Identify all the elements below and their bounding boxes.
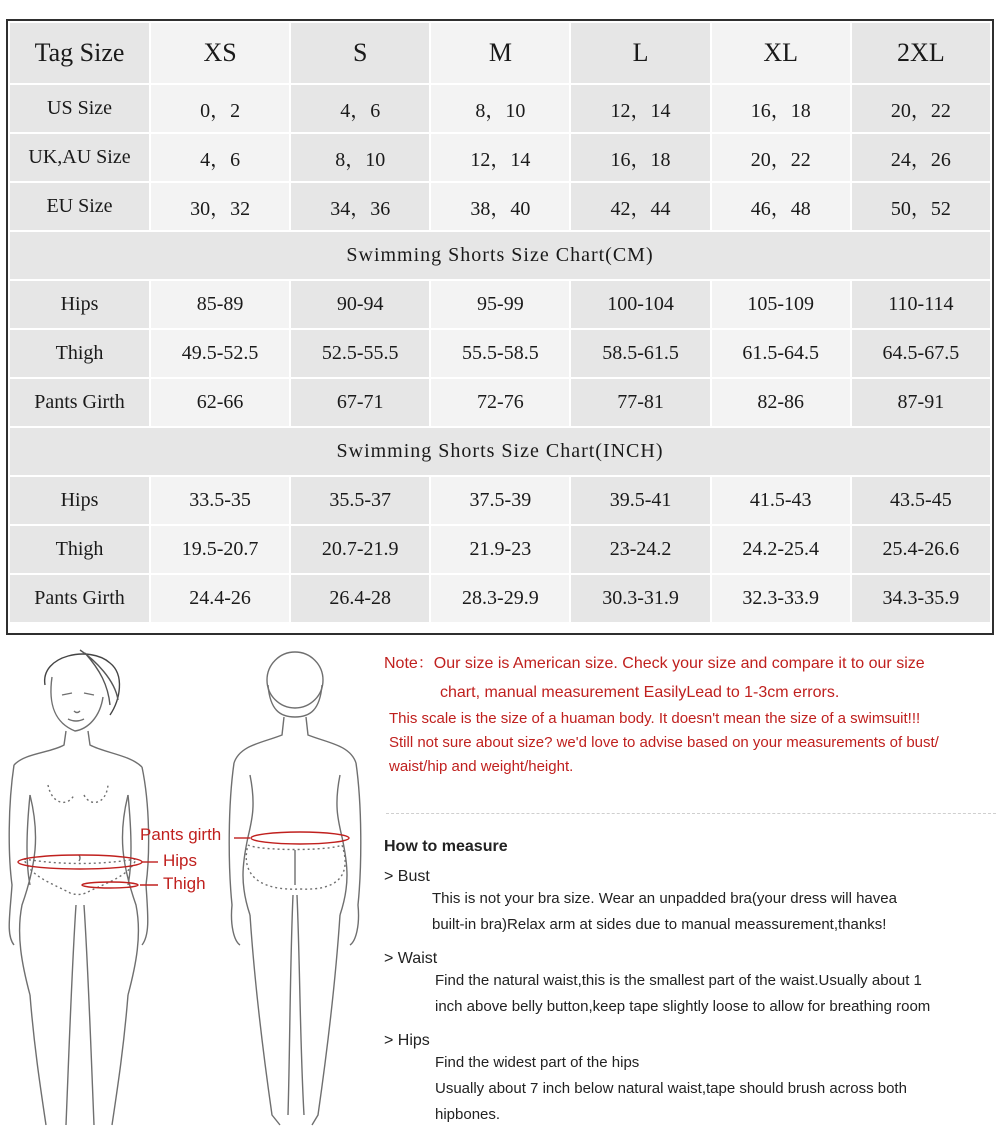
- scale-line-3: waist/hip and weight/height.: [389, 758, 574, 775]
- table-row: [10, 134, 990, 181]
- hips-label: Hips: [163, 851, 198, 870]
- table-cell: 25.4-26.6: [852, 526, 990, 573]
- bust-label: > Bust: [384, 868, 430, 885]
- table-cell: 8，10: [431, 85, 569, 132]
- scale-line-1: This scale is the size of a huaman body. It doesn't mean the size of a swimsuit!!!: [389, 710, 921, 727]
- header-size: 2XL: [852, 23, 990, 83]
- table-cell: 34.3-35.9: [852, 575, 990, 622]
- inch-section: [10, 428, 990, 475]
- table-row: [10, 379, 990, 426]
- table-cell: 85-89: [151, 281, 289, 328]
- row-label: UK,AU Size: [10, 134, 149, 181]
- table-cell: 20.7-21.9: [291, 526, 429, 573]
- table-cell: 55.5-58.5: [431, 330, 569, 377]
- table-cell: 16，18: [712, 85, 850, 132]
- table-cell: 37.5-39: [431, 477, 569, 524]
- header-label: Tag Size: [10, 23, 149, 83]
- table-row: [10, 526, 990, 573]
- note-line-2: chart, manual measurement EasilyLead to 1-3cm errors.: [440, 684, 840, 701]
- row-label: Hips: [10, 477, 149, 524]
- table-cell: 19.5-20.7: [151, 526, 289, 573]
- table-cell: 82-86: [712, 379, 850, 426]
- hips-desc-line-3: hipbones.: [435, 1106, 501, 1123]
- table-row: [10, 477, 990, 524]
- table-cell: 30，32: [151, 183, 289, 230]
- bust-desc-line-1: This is not your bra size. Wear an unpadded bra(your dress will havea: [432, 890, 897, 907]
- pants-girth-label: Pants girth: [140, 825, 222, 844]
- table-cell: 58.5-61.5: [571, 330, 709, 377]
- thigh-label: Thigh: [163, 874, 206, 893]
- header-size: XS: [151, 23, 289, 83]
- table-cell: 12，14: [431, 134, 569, 181]
- table-row: [10, 85, 990, 132]
- header-size: M: [431, 23, 569, 83]
- table-cell: 24，26: [852, 134, 990, 181]
- hips-desc: [384, 1050, 1000, 1128]
- table-cell: 21.9-23: [431, 526, 569, 573]
- table-cell: 105-109: [712, 281, 850, 328]
- how-to-measure-title: How to measure: [384, 838, 508, 855]
- row-label: Pants Girth: [10, 379, 149, 426]
- table-cell: 61.5-64.5: [712, 330, 850, 377]
- scale-note: [384, 707, 1000, 779]
- hips-desc-line-1: Find the widest part of the hips: [435, 1054, 640, 1071]
- table-cell: 95-99: [431, 281, 569, 328]
- header-size: L: [571, 23, 709, 83]
- table-cell: 23-24.2: [571, 526, 709, 573]
- row-label: US Size: [10, 85, 149, 132]
- header-size: S: [291, 23, 429, 83]
- table-cell: 62-66: [151, 379, 289, 426]
- table-cell: 41.5-43: [712, 477, 850, 524]
- scale-line-2: Still not sure about size? we'd love to advise based on your measurements of bust/: [389, 734, 939, 751]
- table-cell: 43.5-45: [852, 477, 990, 524]
- bust-desc-line-2: built-in bra)Relax arm at sides due to manual meassurement,thanks!: [432, 916, 887, 933]
- waist-desc: [384, 968, 1000, 1020]
- waist-desc-line-2: inch above belly button,keep tape slightly loose to allow for breathing room: [435, 998, 931, 1015]
- table-cell: 72-76: [431, 379, 569, 426]
- table-cell: 0，2: [151, 85, 289, 132]
- table-cell: 49.5-52.5: [151, 330, 289, 377]
- size-chart-table: [6, 19, 994, 635]
- table-cell: 77-81: [571, 379, 709, 426]
- table-cell: 38，40: [431, 183, 569, 230]
- table-cell: 50，52: [852, 183, 990, 230]
- table-cell: 90-94: [291, 281, 429, 328]
- table-row: [10, 575, 990, 622]
- hips-desc-line-2: Usually about 7 inch below natural waist,tape should brush across both: [435, 1080, 907, 1097]
- row-label: EU Size: [10, 183, 149, 230]
- table-cell: 24.4-26: [151, 575, 289, 622]
- table-cell: 24.2-25.4: [712, 526, 850, 573]
- table-cell: 26.4-28: [291, 575, 429, 622]
- table-cell: 100-104: [571, 281, 709, 328]
- table-cell: 46，48: [712, 183, 850, 230]
- back-body-outline: [229, 652, 361, 1125]
- table-cell: 34，36: [291, 183, 429, 230]
- row-label: Thigh: [10, 526, 149, 573]
- divider: [386, 813, 996, 814]
- table-cell: 67-71: [291, 379, 429, 426]
- table-cell: 39.5-41: [571, 477, 709, 524]
- table-cell: 64.5-67.5: [852, 330, 990, 377]
- table-cell: 20，22: [852, 85, 990, 132]
- size-note: [384, 649, 1000, 707]
- table-cell: 35.5-37: [291, 477, 429, 524]
- table-header-row: [10, 23, 990, 83]
- table-cell: 8，10: [291, 134, 429, 181]
- waist-label: > Waist: [384, 950, 438, 967]
- table-cell: 110-114: [852, 281, 990, 328]
- table-cell: 28.3-29.9: [431, 575, 569, 622]
- row-label: Thigh: [10, 330, 149, 377]
- table-cell: 42，44: [571, 183, 709, 230]
- table-row: [10, 281, 990, 328]
- table-cell: 33.5-35: [151, 477, 289, 524]
- table-cell: 12，14: [571, 85, 709, 132]
- table-cell: 20，22: [712, 134, 850, 181]
- cm-section-title: Swimming Shorts Size Chart(CM): [10, 232, 990, 279]
- row-label: Hips: [10, 281, 149, 328]
- table-cell: 32.3-33.9: [712, 575, 850, 622]
- info-panel: [384, 645, 1000, 1141]
- table-row: [10, 183, 990, 230]
- table-cell: 52.5-55.5: [291, 330, 429, 377]
- body-illustration: [0, 645, 380, 1141]
- table-cell: 4，6: [151, 134, 289, 181]
- row-label: Pants Girth: [10, 575, 149, 622]
- table-cell: 87-91: [852, 379, 990, 426]
- note-line-1: Note：Our size is American size. Check your size and compare it to our size: [384, 655, 925, 672]
- hips-measure-label: > Hips: [384, 1032, 430, 1049]
- body-measurement-figure: [0, 645, 380, 1141]
- table-cell: 4，6: [291, 85, 429, 132]
- inch-section-title: Swimming Shorts Size Chart(INCH): [10, 428, 990, 475]
- bust-desc: [384, 886, 1000, 938]
- table-cell: 16，18: [571, 134, 709, 181]
- header-size: XL: [712, 23, 850, 83]
- table-row: [10, 330, 990, 377]
- waist-desc-line-1: Find the natural waist,this is the smallest part of the waist.Usually about 1: [435, 972, 922, 989]
- table-cell: 30.3-31.9: [571, 575, 709, 622]
- size-table: [8, 21, 992, 624]
- cm-section: [10, 232, 990, 279]
